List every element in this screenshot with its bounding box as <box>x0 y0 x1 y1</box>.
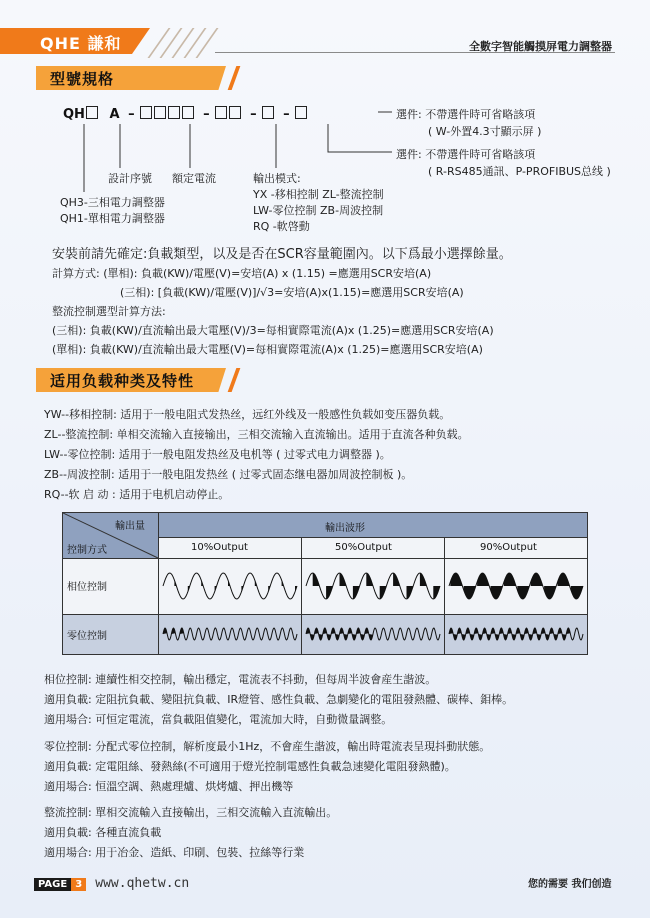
brand-logo: QHE 謙和 <box>40 34 122 53</box>
mode-line-3: RQ -軟啓動 <box>253 220 310 233</box>
phase-fill <box>433 586 440 599</box>
calc-three: (三相): [負載(KW)/電壓(V)]/√3=安培(A)x(1.15)=應選用SCR安培(A) <box>120 286 464 299</box>
rect-title: 整流控制選型計算方法: <box>52 305 166 318</box>
option1-detail: ( W-外置4.3寸顯示屏 ) <box>428 125 542 138</box>
load-line-2: ZL--整流控制: 单相交流输入直接输出，三相交流输入直流输出。适用于直流各种负载。 <box>44 428 469 441</box>
note-3: 適用場合: 可恒定電流，當負載阻值變化，電流加大時，自動微量調整。 <box>44 713 393 726</box>
mode-line-1: YX -移相控制 ZL-整流控制 <box>253 188 384 201</box>
footer-page <box>34 872 190 891</box>
phase-fill <box>420 573 427 586</box>
phase-fill <box>228 580 230 586</box>
phase-fill <box>255 580 257 586</box>
corner-control: 控制方式 <box>67 545 107 556</box>
note-8: 適用負載: 各種直流負載 <box>44 826 162 839</box>
section-banner-loads <box>36 368 226 392</box>
model-qh3: QH3-三相電力調整器 <box>60 196 165 209</box>
mode-line-2: LW-零位控制 ZB-周波控制 <box>253 204 384 217</box>
col-10: 10%Output <box>191 542 248 553</box>
option2-detail: ( R-RS485通訊、P-PROFIBUS总线 ) <box>428 165 611 178</box>
row-zero: 零位控制 <box>67 631 107 642</box>
phase-fill <box>188 586 190 592</box>
footer-url[interactable]: www.qhetw.cn <box>95 876 190 891</box>
section-title-model: 型號規格 <box>50 70 115 88</box>
phase-fill <box>215 586 217 592</box>
phase-fill <box>268 586 270 592</box>
calc-single: 計算方式: (單相): 負載(KW)/電壓(V)=安培(A) x (1.15) =應選用SCR安培(A) <box>52 267 432 280</box>
load-line-4: ZB--周波控制: 适用于一般电阻发热丝 ( 过零式固态继电器加周波控制板 )。 <box>44 468 413 481</box>
page-label: PAGE <box>34 878 71 891</box>
load-line-3: LW--零位控制: 适用于一般电阻发热丝及电机等 ( 过零式电力调整器 )。 <box>44 448 391 461</box>
option2-label: 選件: 不帶選件時可省略該項 <box>396 148 536 161</box>
note-1: 相位控制: 連續性相交控制，輸出穩定，電流表不抖動，但每周半波會産生諧波。 <box>44 673 437 686</box>
corner-output: 輸出量 <box>115 521 145 532</box>
phase-fill <box>282 580 284 586</box>
output-mode-label: 輸出模式: <box>253 172 301 185</box>
load-line-5: RQ--软 启 动 : 适用于电机启动停止。 <box>44 488 230 501</box>
phase-fill <box>340 573 347 586</box>
model-qh1: QH1-單相電力調整器 <box>60 212 165 225</box>
phase-fill <box>393 573 400 586</box>
zero-wave <box>163 628 297 640</box>
waveform-table <box>62 512 588 655</box>
phase-fill <box>174 580 176 586</box>
phase-fill <box>295 586 297 592</box>
phase-fill <box>313 573 320 586</box>
waveforms <box>63 513 587 654</box>
phase-fill <box>326 586 333 599</box>
rect-three: (三相): 負載(KW)/直流輸出最大電壓(V)/3=每相實際電流(A)x (1.25)=應選用SCR安培(A) <box>52 324 494 337</box>
intro-text: 安裝前請先確定:負載類型，以及是否在SCR容量範圍內。以下爲最小選擇餘量。 <box>52 247 512 262</box>
note-2: 適用負載: 定阻抗負載、變阻抗負載、IR燈管、感性負載、急劇變化的電阻發熱體、碳棒、鉬棒。 <box>44 693 514 706</box>
design-no-label: 設計序號 <box>108 172 152 185</box>
note-5: 適用負載: 定電阻絲、發熱絲(不可適用于燈光控制電感性負載急速變化電阻發熱體)。 <box>44 760 456 773</box>
row-phase: 相位控制 <box>67 582 107 593</box>
phase-fill <box>241 586 243 592</box>
footer-slogan: 您的需要 我们创造 <box>528 879 612 890</box>
note-4: 零位控制: 分配式零位控制，解析度最小1Hz，不會産生諧波，輸出時電流表呈現抖動狀態。 <box>44 740 491 753</box>
code-prefix: QH <box>63 107 85 122</box>
col-50: 50%Output <box>335 542 392 553</box>
model-code: QH A – – – – <box>63 106 308 122</box>
phase-fill <box>353 586 360 599</box>
rect-single: (單相): 負載(KW)/直流輸出最大電壓(V)=每相實際電流(A)x (1.25)=應選用SCR安培(A) <box>52 343 483 356</box>
phase-fill <box>380 586 387 599</box>
code-a: A <box>109 107 120 122</box>
wave-header: 輸出波形 <box>325 523 365 534</box>
option1-label: 選件: 不帶選件時可省略該項 <box>396 108 536 121</box>
section-title-loads: 适用负载种类及特性 <box>50 372 195 390</box>
note-6: 適用場合: 恒溫空調、熱處理爐、烘烤爐、押出機等 <box>44 780 294 793</box>
col-90: 90%Output <box>480 542 537 553</box>
phase-fill <box>366 573 373 586</box>
phase-fill <box>201 580 203 586</box>
load-line-1: YW--移相控制: 适用于一般电阻式发热丝，远红外线及一般感性负载如变压器负载。 <box>44 408 451 421</box>
note-7: 整流控制: 單相交流輸入直接輸出，三相交流輸入直流輸出。 <box>44 806 338 819</box>
page-number: 3 <box>71 878 86 891</box>
rated-current-label: 額定電流 <box>172 172 216 185</box>
phase-fill <box>407 586 414 599</box>
zero-wave <box>306 628 440 640</box>
header-title: 全數字智能觸摸屏電力調整器 <box>469 40 612 53</box>
note-9: 適用場合: 用于冶金、造紙、印刷、包裝、拉絲等行業 <box>44 846 305 859</box>
